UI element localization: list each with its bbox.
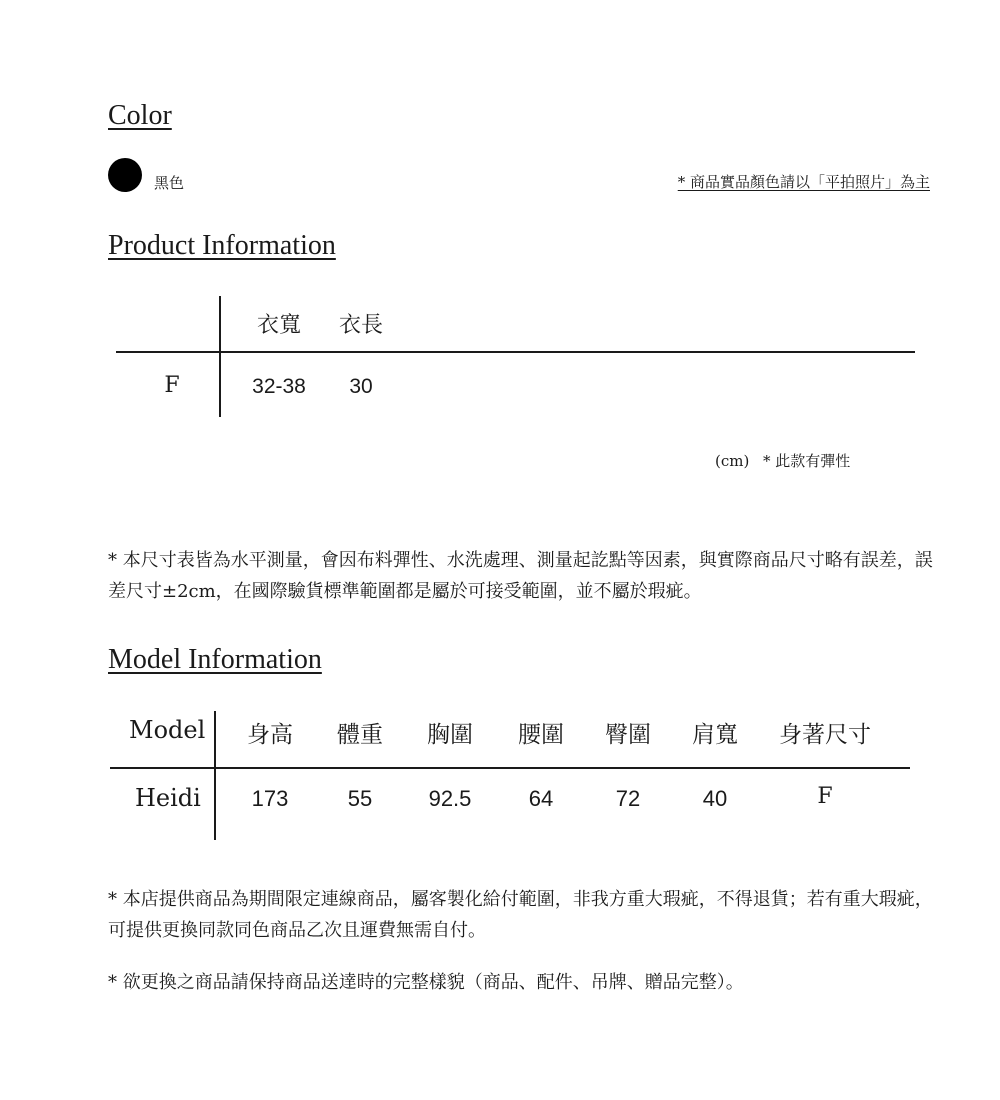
model-table-vertical-divider: [214, 711, 216, 840]
return-policy-note: * 本店提供商品為期間限定連線商品，屬客製化給付範圍，非我方重大瑕疵，不得退貨；若有重大瑕疵，可提供更換同款同色商品乙次且運費無需自付。: [108, 889, 933, 941]
color-disclaimer-note: * 商品實品顏色請以「平拍照片」為主: [677, 173, 930, 191]
model-table-horizontal-divider: [110, 767, 910, 769]
value-length: 30: [349, 375, 373, 398]
exchange-condition-note: * 欲更換之商品請保持商品送達時的完整樣貌（商品、配件、吊牌、贈品完整）。: [108, 972, 744, 993]
value-width: 32-38: [252, 375, 306, 398]
color-swatch[interactable]: [108, 158, 142, 192]
size-label: F: [164, 373, 180, 398]
column-header-hip: 臀圍: [605, 722, 651, 748]
column-header-width: 衣寬: [256, 313, 301, 338]
column-header-height: 身高: [247, 722, 293, 748]
column-header-weight: 體重: [337, 722, 383, 748]
measurement-disclaimer: * 本尺寸表皆為水平測量，會因布料彈性、水洗處理、測量起訖點等因素，與實際商品尺寸略有誤差，誤差尺寸±2cm，在國際驗貨標準範圍都是屬於可接受範圍，並不屬於瑕疵。: [108, 550, 933, 602]
elastic-note: * 此款有彈性: [763, 452, 851, 470]
table-vertical-divider: [219, 296, 221, 417]
unit-label: (cm): [715, 452, 750, 470]
column-header-shoulder: 肩寬: [692, 722, 738, 748]
model-wearing-size-value: F: [817, 784, 833, 809]
model-info-heading: Model Information: [108, 644, 322, 675]
model-name: Heidi: [135, 784, 201, 812]
product-info-heading: Product Information: [108, 230, 336, 261]
model-bust-value: 92.5: [428, 786, 472, 811]
model-waist-value: 64: [528, 786, 554, 811]
column-header-length: 衣長: [338, 313, 383, 338]
model-height-value: 173: [251, 786, 289, 811]
column-header-bust: 胸圍: [427, 722, 473, 748]
model-shoulder-value: 40: [702, 786, 728, 811]
model-hip-value: 72: [615, 786, 641, 811]
color-heading: Color: [108, 100, 172, 131]
model-weight-value: 55: [347, 786, 373, 811]
column-header-wearing-size: 身著尺寸: [779, 722, 871, 748]
table-horizontal-divider: [116, 351, 915, 353]
column-header-waist: 腰圍: [518, 722, 564, 748]
color-swatch-label: 黑色: [154, 174, 185, 192]
model-header-label: Model: [129, 716, 206, 744]
